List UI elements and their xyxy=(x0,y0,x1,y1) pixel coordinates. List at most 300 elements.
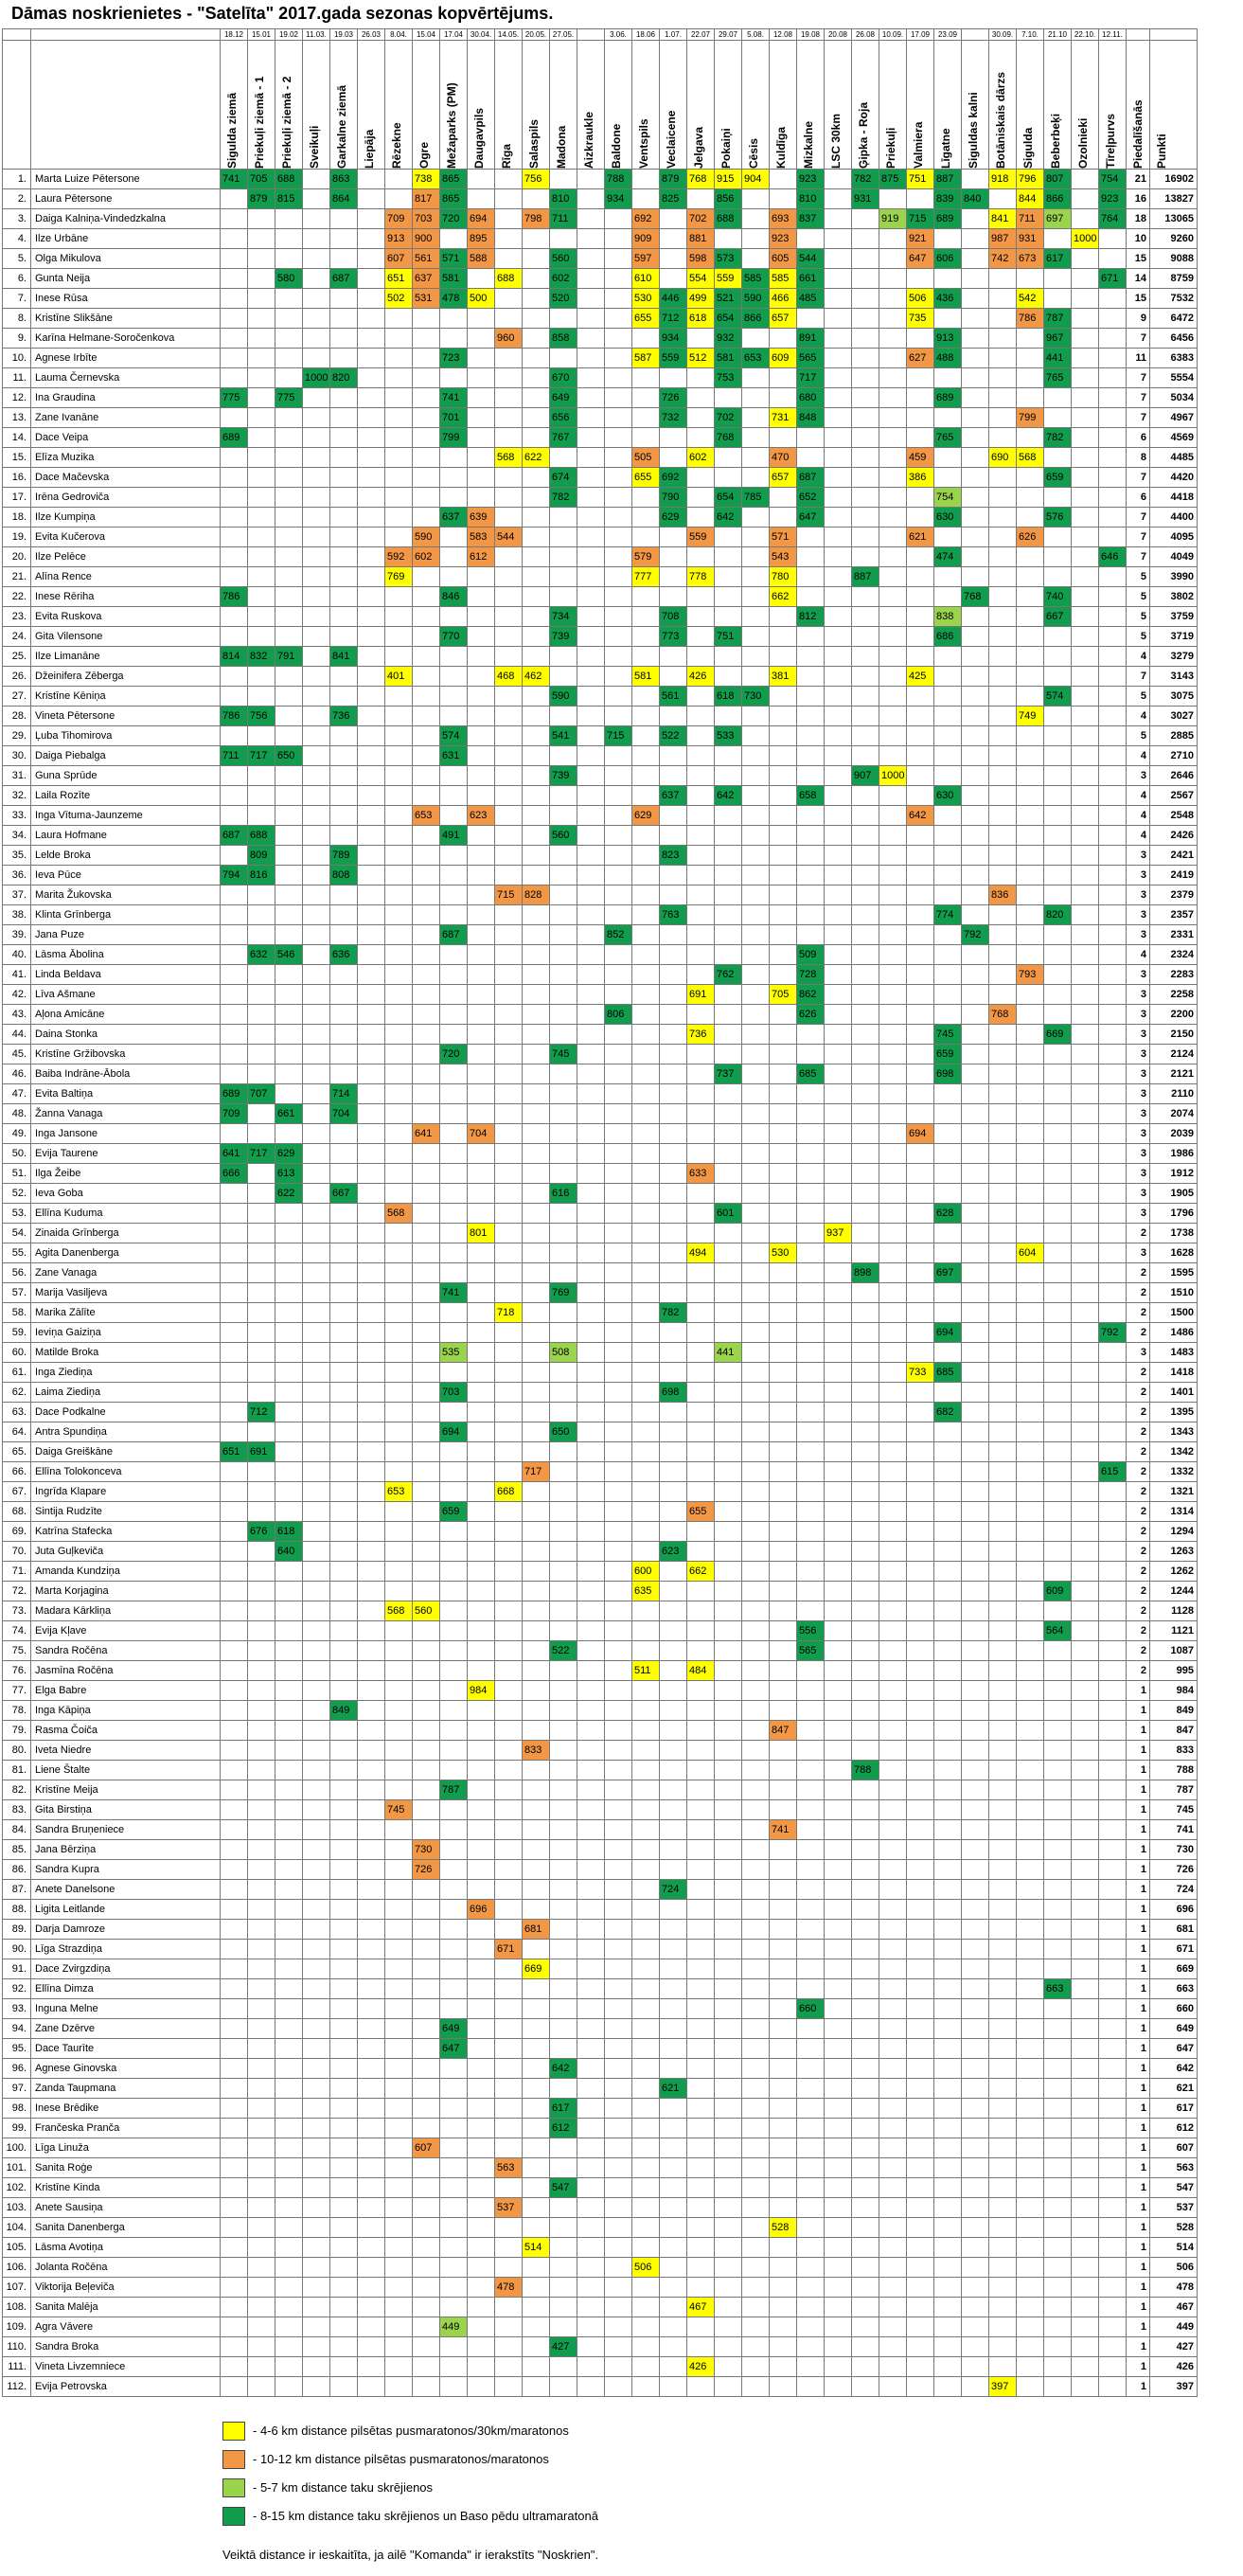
result-cell xyxy=(413,1184,440,1204)
result-cell xyxy=(440,647,468,667)
column-date: 26.08 xyxy=(852,29,879,41)
result-cell xyxy=(632,1880,660,1900)
result-cell xyxy=(797,1263,825,1283)
result-cell xyxy=(358,2019,385,2039)
column-header-label: Tīreļpurvs xyxy=(1104,113,1117,169)
result-cell xyxy=(358,1721,385,1741)
result-cell xyxy=(934,2377,962,2397)
result-cell xyxy=(632,985,660,1005)
result-cell xyxy=(907,1999,934,2019)
result-cell xyxy=(275,1323,303,1343)
result-cell xyxy=(989,1959,1017,1979)
result-cell xyxy=(934,587,962,607)
result-cell xyxy=(303,1820,330,1840)
result-cell xyxy=(248,2218,275,2238)
result-cell xyxy=(660,1144,687,1164)
result-cell xyxy=(1017,667,1044,687)
result-cell xyxy=(358,846,385,866)
result-cell xyxy=(303,468,330,488)
result-cell xyxy=(770,905,797,925)
result-cell: 499 xyxy=(687,289,715,309)
rank-cell: 48. xyxy=(3,1104,31,1124)
result-cell xyxy=(825,1323,852,1343)
column-date: 10.09. xyxy=(879,29,907,41)
result-cell xyxy=(962,408,989,428)
table-row xyxy=(3,1999,1198,2019)
result-cell xyxy=(385,1522,413,1542)
result-cell xyxy=(770,806,797,826)
result-cell xyxy=(1072,1442,1099,1462)
result-cell: 659 xyxy=(440,1502,468,1522)
result-cell xyxy=(303,1343,330,1363)
result-cell xyxy=(1072,1422,1099,1442)
result-cell xyxy=(523,428,550,448)
result-cell xyxy=(495,1184,523,1204)
result-cell: 736 xyxy=(687,1025,715,1045)
result-cell xyxy=(330,2337,358,2357)
result-cell xyxy=(330,1343,358,1363)
result-cell xyxy=(989,189,1017,209)
column-header xyxy=(1017,41,1044,170)
result-cell xyxy=(440,1005,468,1025)
result-cell xyxy=(632,2019,660,2039)
result-cell xyxy=(550,1363,577,1383)
rank-cell: 51. xyxy=(3,1164,31,1184)
result-cell xyxy=(852,1880,879,1900)
result-cell: 689 xyxy=(221,1084,248,1104)
participation-count-cell: 4 xyxy=(1127,647,1150,667)
result-cell xyxy=(852,1124,879,1144)
result-cell xyxy=(742,667,770,687)
column-header-label: Cēsis xyxy=(747,137,760,169)
points-cell: 1121 xyxy=(1150,1621,1198,1641)
result-cell xyxy=(330,1204,358,1224)
participation-count-cell: 2 xyxy=(1127,1502,1150,1522)
result-cell xyxy=(715,2178,742,2198)
result-cell xyxy=(1017,866,1044,886)
result-cell xyxy=(632,2079,660,2099)
result-cell xyxy=(413,1283,440,1303)
result-cell xyxy=(221,2119,248,2138)
result-cell xyxy=(989,786,1017,806)
result-cell xyxy=(248,2119,275,2138)
table-row xyxy=(3,1880,1198,1900)
result-cell xyxy=(742,1542,770,1562)
result-cell: 736 xyxy=(330,707,358,726)
result-cell xyxy=(907,2039,934,2059)
result-cell xyxy=(989,1104,1017,1124)
result-cell xyxy=(770,1979,797,1999)
result-cell xyxy=(1072,1761,1099,1780)
result-cell xyxy=(523,408,550,428)
table-row xyxy=(3,2278,1198,2298)
result-cell xyxy=(440,468,468,488)
result-cell xyxy=(934,726,962,746)
column-header-label: Piedalīšanās xyxy=(1131,99,1145,169)
result-cell xyxy=(550,2377,577,2397)
result-cell xyxy=(934,528,962,547)
result-cell: 556 xyxy=(797,1621,825,1641)
result-cell: 621 xyxy=(907,528,934,547)
result-cell xyxy=(907,687,934,707)
result-cell: 848 xyxy=(797,408,825,428)
result-cell xyxy=(962,249,989,269)
result-cell xyxy=(989,607,1017,627)
result-cell xyxy=(797,1045,825,1064)
result-cell xyxy=(550,2039,577,2059)
points-cell: 1986 xyxy=(1150,1144,1198,1164)
result-cell: 696 xyxy=(468,1900,495,1920)
result-cell xyxy=(468,1144,495,1164)
result-cell xyxy=(852,607,879,627)
result-cell xyxy=(742,965,770,985)
result-cell xyxy=(962,209,989,229)
result-cell: 715 xyxy=(495,886,523,905)
result-cell xyxy=(852,349,879,368)
result-cell xyxy=(221,1283,248,1303)
result-cell xyxy=(962,2258,989,2278)
points-cell: 537 xyxy=(1150,2198,1198,2218)
result-cell xyxy=(358,965,385,985)
result-cell: 568 xyxy=(385,1601,413,1621)
result-cell: 449 xyxy=(440,2317,468,2337)
result-cell xyxy=(825,786,852,806)
result-cell xyxy=(523,1164,550,1184)
result-cell xyxy=(385,2317,413,2337)
result-cell xyxy=(523,2158,550,2178)
result-cell xyxy=(1017,547,1044,567)
result-cell xyxy=(989,2138,1017,2158)
column-date: 15.04 xyxy=(413,29,440,41)
result-cell: 701 xyxy=(440,408,468,428)
result-cell xyxy=(275,1820,303,1840)
result-cell xyxy=(879,1522,907,1542)
participation-count-cell: 3 xyxy=(1127,1045,1150,1064)
result-cell xyxy=(1044,1800,1072,1820)
result-cell xyxy=(495,647,523,667)
result-cell xyxy=(550,1263,577,1283)
result-cell: 692 xyxy=(660,468,687,488)
table-row xyxy=(3,1641,1198,1661)
result-cell xyxy=(330,1820,358,1840)
result-cell: 618 xyxy=(687,309,715,329)
result-cell xyxy=(715,1482,742,1502)
result-cell xyxy=(934,2278,962,2298)
result-cell xyxy=(907,1164,934,1184)
result-cell xyxy=(797,1542,825,1562)
result-cell xyxy=(468,587,495,607)
result-cell xyxy=(632,2039,660,2059)
result-cell: 590 xyxy=(413,528,440,547)
result-cell xyxy=(413,627,440,647)
result-cell xyxy=(550,1084,577,1104)
header-row xyxy=(3,41,1198,170)
runner-name-cell: Elga Babre xyxy=(31,1681,221,1701)
runner-name-cell: Ļuba Tihomirova xyxy=(31,726,221,746)
result-cell xyxy=(605,1741,632,1761)
result-cell: 502 xyxy=(385,289,413,309)
result-cell xyxy=(797,1741,825,1761)
result-cell xyxy=(303,1025,330,1045)
result-cell: 707 xyxy=(248,1084,275,1104)
result-cell xyxy=(770,786,797,806)
result-cell xyxy=(1072,1383,1099,1403)
result-cell xyxy=(440,806,468,826)
result-cell xyxy=(962,289,989,309)
result-cell xyxy=(962,388,989,408)
result-cell xyxy=(275,1343,303,1363)
result-cell xyxy=(852,1283,879,1303)
result-cell xyxy=(358,1005,385,1025)
result-cell xyxy=(275,786,303,806)
result-cell: 895 xyxy=(468,229,495,249)
result-cell xyxy=(221,2258,248,2278)
runner-name-cell: Sandra Bruņeniece xyxy=(31,1820,221,1840)
result-cell xyxy=(358,2218,385,2238)
result-cell xyxy=(358,388,385,408)
result-cell xyxy=(248,329,275,349)
result-cell xyxy=(468,2099,495,2119)
result-cell: 488 xyxy=(934,349,962,368)
result-cell xyxy=(1099,1979,1127,1999)
result-cell xyxy=(1044,726,1072,746)
result-cell xyxy=(632,2298,660,2317)
participation-count-cell: 3 xyxy=(1127,1064,1150,1084)
result-cell xyxy=(495,2079,523,2099)
result-cell xyxy=(825,349,852,368)
result-cell xyxy=(1072,2317,1099,2337)
points-cell: 4418 xyxy=(1150,488,1198,508)
result-cell xyxy=(413,647,440,667)
result-cell xyxy=(523,2377,550,2397)
result-cell xyxy=(825,1184,852,1204)
result-cell xyxy=(907,2178,934,2198)
result-cell: 535 xyxy=(440,1343,468,1363)
result-cell: 602 xyxy=(413,547,440,567)
result-cell xyxy=(1044,547,1072,567)
result-cell xyxy=(852,1721,879,1741)
runner-name-cell: Inga Kāpiņa xyxy=(31,1701,221,1721)
result-cell xyxy=(962,1064,989,1084)
rank-cell: 20. xyxy=(3,547,31,567)
result-cell xyxy=(632,1741,660,1761)
rank-cell: 68. xyxy=(3,1502,31,1522)
result-cell xyxy=(577,925,605,945)
result-cell xyxy=(934,746,962,766)
result-cell: 937 xyxy=(825,1224,852,1243)
result-cell xyxy=(303,1800,330,1820)
table-row xyxy=(3,2178,1198,2198)
column-date: 22.07 xyxy=(687,29,715,41)
runner-name-cell: Vineta Livzemniece xyxy=(31,2357,221,2377)
result-cell xyxy=(1099,826,1127,846)
result-cell: 689 xyxy=(221,428,248,448)
result-cell xyxy=(1099,1343,1127,1363)
result-cell xyxy=(797,687,825,707)
result-cell xyxy=(852,1144,879,1164)
result-cell xyxy=(495,1820,523,1840)
result-cell xyxy=(468,408,495,428)
result-cell xyxy=(303,448,330,468)
table-row xyxy=(3,388,1198,408)
result-cell xyxy=(852,925,879,945)
result-cell xyxy=(715,1601,742,1621)
result-cell xyxy=(358,886,385,905)
result-cell xyxy=(825,627,852,647)
result-cell: 530 xyxy=(770,1243,797,1263)
result-cell xyxy=(934,1661,962,1681)
result-cell xyxy=(468,1243,495,1263)
result-cell xyxy=(989,1045,1017,1064)
result-cell xyxy=(660,1562,687,1582)
column-header-label: Baldone xyxy=(610,123,623,169)
result-cell xyxy=(358,1224,385,1243)
runner-name-cell: Kristīne Kinda xyxy=(31,2178,221,2198)
result-cell xyxy=(632,1542,660,1562)
result-cell xyxy=(303,746,330,766)
result-cell xyxy=(550,1144,577,1164)
result-cell xyxy=(879,229,907,249)
result-cell: 661 xyxy=(797,269,825,289)
result-cell xyxy=(742,2317,770,2337)
table-row xyxy=(3,349,1198,368)
result-cell xyxy=(907,1482,934,1502)
runner-name-cell: Gunta Neija xyxy=(31,269,221,289)
result-cell xyxy=(275,1045,303,1064)
result-cell: 849 xyxy=(330,1701,358,1721)
result-cell xyxy=(248,1422,275,1442)
rank-cell: 106. xyxy=(3,2258,31,2278)
runner-name-cell: Sanita Roģe xyxy=(31,2158,221,2178)
result-cell xyxy=(962,866,989,886)
result-cell xyxy=(1099,607,1127,627)
result-cell: 560 xyxy=(550,249,577,269)
table-row xyxy=(3,1045,1198,1064)
result-cell xyxy=(660,1920,687,1940)
result-cell xyxy=(770,1263,797,1283)
legend xyxy=(222,2420,598,2533)
result-cell xyxy=(907,2218,934,2238)
rank-cell: 98. xyxy=(3,2099,31,2119)
result-cell xyxy=(413,1741,440,1761)
result-cell xyxy=(989,2039,1017,2059)
result-cell xyxy=(275,627,303,647)
result-cell xyxy=(1017,2357,1044,2377)
result-cell: 543 xyxy=(770,547,797,567)
result-cell xyxy=(907,1502,934,1522)
result-cell xyxy=(660,1204,687,1224)
result-cell xyxy=(330,2357,358,2377)
result-cell xyxy=(413,1045,440,1064)
result-cell xyxy=(221,1601,248,1621)
result-cell xyxy=(413,2298,440,2317)
result-cell xyxy=(577,1045,605,1064)
result-cell xyxy=(221,1840,248,1860)
result-cell xyxy=(770,1084,797,1104)
participation-count-cell: 1 xyxy=(1127,2158,1150,2178)
result-cell xyxy=(742,1721,770,1741)
result-cell: 585 xyxy=(770,269,797,289)
table-row xyxy=(3,2019,1198,2039)
result-cell xyxy=(385,766,413,786)
result-cell: 654 xyxy=(715,309,742,329)
result-cell xyxy=(715,528,742,547)
result-cell xyxy=(770,766,797,786)
result-cell xyxy=(248,2357,275,2377)
result-cell xyxy=(1044,1880,1072,1900)
result-cell xyxy=(275,1741,303,1761)
result-cell xyxy=(221,1641,248,1661)
result-cell xyxy=(330,1780,358,1800)
result-cell: 426 xyxy=(687,2357,715,2377)
result-cell xyxy=(523,1721,550,1741)
result-cell xyxy=(1044,1780,1072,1800)
result-cell xyxy=(962,1184,989,1204)
result-cell: 782 xyxy=(1044,428,1072,448)
result-cell xyxy=(825,1502,852,1522)
result-cell xyxy=(907,547,934,567)
result-cell xyxy=(221,1303,248,1323)
result-cell xyxy=(468,1383,495,1403)
result-cell xyxy=(1072,1661,1099,1681)
result-cell xyxy=(715,1661,742,1681)
result-cell: 879 xyxy=(248,189,275,209)
result-cell xyxy=(413,1641,440,1661)
table-row xyxy=(3,448,1198,468)
result-cell xyxy=(825,2138,852,2158)
result-cell xyxy=(907,1761,934,1780)
result-cell xyxy=(770,1940,797,1959)
result-cell xyxy=(605,567,632,587)
result-cell xyxy=(825,1005,852,1025)
result-cell xyxy=(715,1979,742,1999)
result-cell xyxy=(605,1303,632,1323)
result-cell xyxy=(303,1601,330,1621)
result-cell xyxy=(825,1721,852,1741)
result-cell xyxy=(330,567,358,587)
result-cell xyxy=(221,726,248,746)
result-cell xyxy=(687,1204,715,1224)
result-cell xyxy=(660,886,687,905)
result-cell xyxy=(962,329,989,349)
result-cell xyxy=(852,1820,879,1840)
result-cell xyxy=(989,587,1017,607)
result-cell: 508 xyxy=(550,1343,577,1363)
runner-name-cell: Evija Petrovska xyxy=(31,2377,221,2397)
result-cell xyxy=(879,2059,907,2079)
result-cell xyxy=(577,229,605,249)
result-cell xyxy=(907,1224,934,1243)
result-cell xyxy=(577,1721,605,1741)
result-cell xyxy=(605,2218,632,2238)
result-cell xyxy=(495,746,523,766)
result-cell xyxy=(577,707,605,726)
result-cell xyxy=(742,1343,770,1363)
result-cell xyxy=(605,2337,632,2357)
result-cell xyxy=(440,886,468,905)
result-cell xyxy=(577,170,605,189)
rank-cell: 108. xyxy=(3,2298,31,2317)
result-cell xyxy=(962,1462,989,1482)
result-cell xyxy=(1044,1383,1072,1403)
result-cell xyxy=(358,647,385,667)
result-cell xyxy=(221,1343,248,1363)
result-cell xyxy=(413,1900,440,1920)
result-cell xyxy=(879,1721,907,1741)
result-cell: 709 xyxy=(221,1104,248,1124)
result-cell xyxy=(1099,1283,1127,1303)
points-cell: 681 xyxy=(1150,1920,1198,1940)
